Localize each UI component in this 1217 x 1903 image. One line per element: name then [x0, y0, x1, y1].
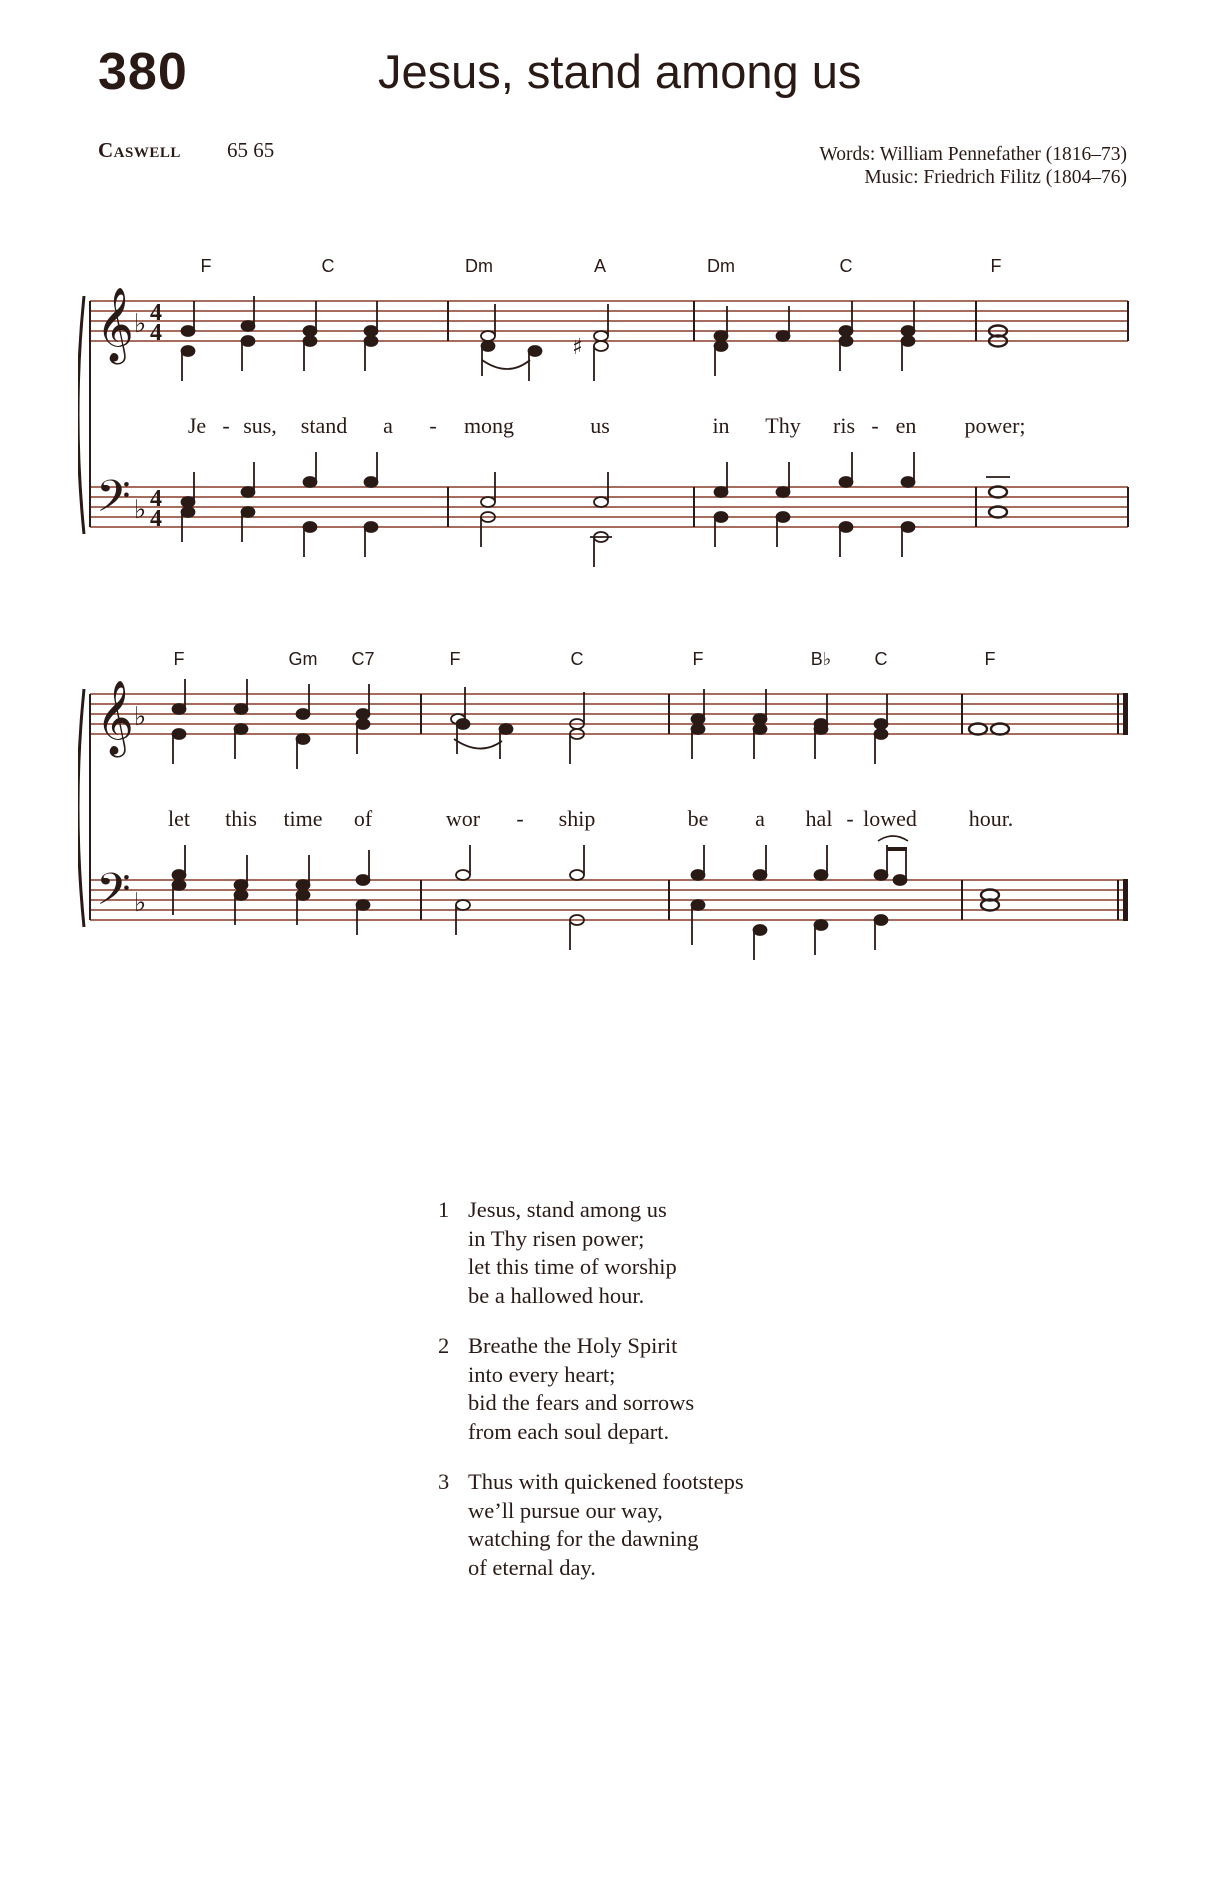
hymn-title: Jesus, stand among us: [378, 45, 862, 98]
svg-text:𝄞: 𝄞: [96, 288, 134, 362]
lyric-syllable: this: [225, 806, 257, 831]
lyric-syllable: let: [168, 806, 190, 831]
verse-line: into every heart;: [468, 1361, 616, 1387]
music-credit: Music: Friedrich Filitz (1804–76): [864, 167, 1127, 188]
chord-symbol: B♭: [810, 649, 832, 669]
verse-text: [438, 1196, 744, 1604]
lyric-syllable: en: [895, 413, 917, 438]
verse-2: [438, 1332, 744, 1446]
svg-text:♯: ♯: [572, 335, 583, 360]
lyric-syllable: us: [590, 413, 610, 438]
svg-text:♭: ♭: [134, 888, 147, 918]
chord-symbol: F: [990, 256, 1002, 276]
svg-text:𝄢: 𝄢: [96, 863, 131, 926]
svg-text:𝄢: 𝄢: [96, 470, 131, 533]
verse-number: 1: [438, 1197, 450, 1222]
chord-symbol: Gm: [288, 649, 318, 669]
lyric-syllable: sus,: [243, 413, 277, 438]
lyric-syllable: -: [516, 806, 524, 831]
lyric-syllable: power;: [964, 413, 1026, 438]
chord-symbol: C: [839, 256, 853, 276]
chord-symbol: F: [200, 256, 212, 276]
lyric-syllable: wor: [445, 806, 481, 831]
lyric-syllable: mong: [463, 413, 515, 438]
lyric-syllable: ris: [833, 413, 855, 438]
lyric-syllable: time: [283, 806, 323, 831]
chord-symbol: Dm: [707, 256, 735, 276]
verse-line: Jesus, stand among us: [468, 1197, 667, 1222]
verse-3: [438, 1468, 744, 1582]
verse-line: let this time of worship: [468, 1254, 677, 1279]
verse-line: bid the fears and sorrows: [468, 1390, 695, 1415]
hymn-number: 380: [98, 43, 188, 101]
chord-symbol: C: [570, 649, 584, 669]
lyric-syllable: of: [353, 806, 373, 831]
chord-symbol: C: [321, 256, 335, 276]
lyric-syllable: Thy: [765, 413, 801, 438]
chord-symbol: F: [449, 649, 461, 669]
words-credit: Words: William Pennefather (1816–73): [819, 144, 1127, 165]
verse-line: we’ll pursue our way,: [468, 1497, 663, 1523]
lyric-syllable: hal: [805, 806, 833, 831]
chord-symbol: A: [593, 256, 607, 276]
lyric-syllable: hour.: [968, 806, 1014, 831]
chord-symbol: F: [984, 649, 996, 669]
lyric-syllable: -: [222, 413, 230, 438]
chord-symbol: Dm: [465, 256, 493, 276]
chord-symbol: F: [692, 649, 704, 669]
verse-1: [438, 1196, 744, 1310]
lyric-syllable: a: [383, 413, 393, 438]
lyric-syllable: stand: [300, 413, 348, 438]
svg-text:4: 4: [150, 320, 162, 346]
svg-text:4: 4: [150, 486, 162, 512]
verse-number: 2: [438, 1333, 450, 1358]
chord-symbol: F: [173, 649, 185, 669]
credits: [819, 143, 1127, 189]
chord-symbol: C: [874, 649, 888, 669]
chord-symbol: C7: [351, 649, 375, 669]
lyric-syllable: -: [429, 413, 437, 438]
svg-text:4: 4: [150, 300, 162, 326]
tune-name: Caswell: [98, 138, 181, 162]
lyric-syllable: ship: [558, 806, 596, 831]
svg-text:♭: ♭: [134, 702, 147, 732]
lyric-syllable: Je: [187, 413, 207, 438]
lyric-syllable: -: [871, 413, 879, 438]
verse-number: 3: [438, 1469, 450, 1494]
verse-line: in Thy risen power;: [468, 1225, 645, 1251]
lyric-syllable: -: [846, 806, 854, 831]
svg-text:𝄞: 𝄞: [96, 681, 134, 755]
music-system-2: [78, 649, 1138, 979]
lyric-syllable: be: [687, 806, 709, 831]
verse-line: from each soul depart.: [468, 1418, 670, 1444]
verse-line: Thus with quickened footsteps: [468, 1469, 744, 1494]
lyric-syllable: lowed: [863, 806, 917, 831]
svg-text:♭: ♭: [134, 495, 147, 525]
verse-line: Breathe the Holy Spirit: [468, 1333, 678, 1358]
lyric-syllable: in: [712, 413, 730, 438]
verse-line: watching for the dawning: [468, 1526, 699, 1551]
verse-line: of eternal day.: [468, 1554, 596, 1580]
svg-text:4: 4: [150, 506, 162, 532]
meter: 65 65: [227, 138, 275, 162]
music-system-1: [78, 256, 1138, 586]
verse-line: be a hallowed hour.: [468, 1282, 645, 1308]
lyric-syllable: a: [755, 806, 765, 831]
svg-text:♭: ♭: [134, 309, 147, 339]
